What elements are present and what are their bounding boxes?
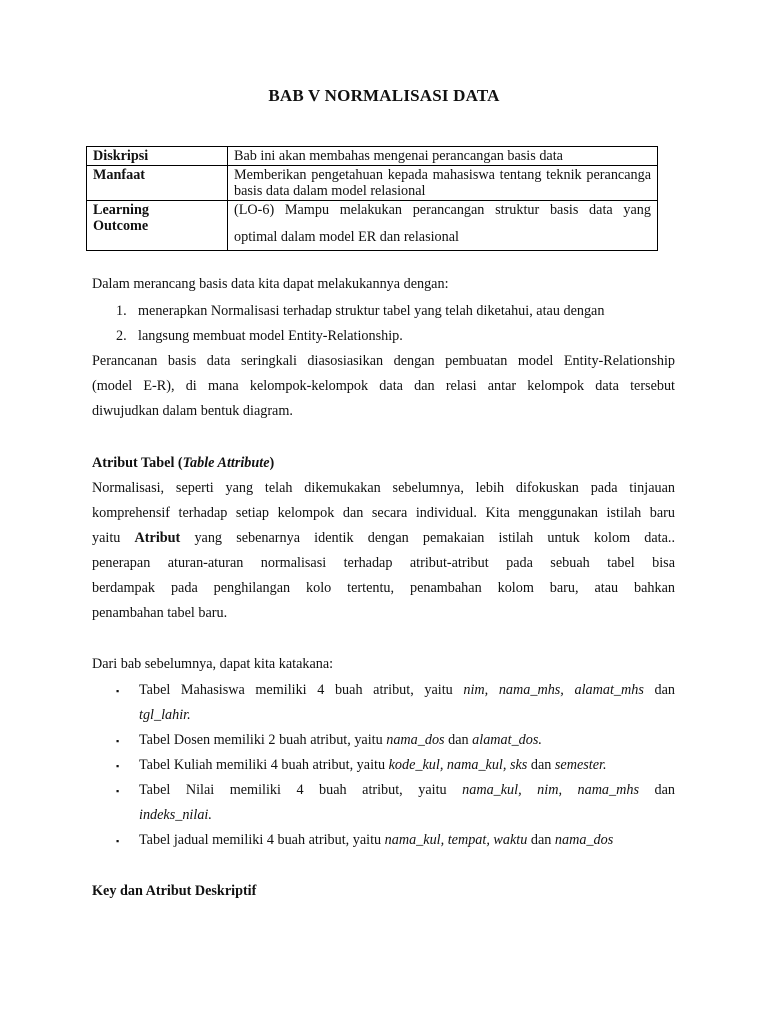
paragraph-line: (model E-R), di mana kelompok-kelompok data dan relasi antar kelompok data tersebut — [92, 378, 675, 394]
heading-text: ) — [269, 455, 275, 471]
list-text: menerapkan Normalisasi terhadap struktur tabel yang telah diketahui, atau dengan — [138, 303, 605, 319]
italic-text: nama_kul, nim, nama_mhs — [462, 782, 639, 798]
table-key — [87, 201, 228, 251]
list-text — [139, 782, 675, 799]
table-key: Diskripsi — [87, 147, 228, 166]
list-text — [139, 832, 675, 849]
paragraph-line: penambahan tabel baru. — [92, 605, 228, 621]
paragraph-line: Dari bab sebelumnya, dapat kita katakana: — [92, 656, 334, 672]
bullet-icon: ▪ — [116, 736, 120, 746]
list-item — [116, 303, 604, 320]
list-number: 1. — [116, 303, 127, 319]
table-value: Bab ini akan membahas mengenai perancangan basis data — [228, 147, 658, 166]
table-value-line: optimal dalam model ER dan relasional — [234, 229, 459, 245]
italic-text: semester. — [554, 757, 607, 773]
paragraph-line: penerapan aturan-aturan normalisasi terhadap atribut-atribut pada sebuah tabel bisa — [92, 555, 675, 571]
text: dan — [643, 682, 675, 698]
intro-text: Dalam merancang basis data kita dapat melakukannya dengan: — [92, 276, 449, 292]
table-value: Memberikan pengetahuan kepada mahasiswa tentang teknik perancanga basis data dalam model relasional — [228, 166, 658, 201]
heading-emphasis: Table Attribute — [182, 455, 270, 471]
text: Tabel Kuliah memiliki 4 buah atribut, yaitu — [139, 757, 389, 773]
italic-text: nama_dos — [386, 732, 445, 748]
italic-text: nama_kul, tempat, waktu — [384, 832, 528, 848]
table-row — [87, 166, 658, 201]
bullet-icon: ▪ — [116, 761, 120, 771]
table-key: Manfaat — [87, 166, 228, 201]
paragraph-line: Perancanan basis data seringkali diasosiasikan dengan pembuatan model Entity-Relationship — [92, 353, 675, 369]
paragraph-line: Normalisasi, seperti yang telah dikemukakan sebelumnya, lebih difokuskan pada tinjauan — [92, 480, 675, 496]
text: Tabel Dosen memiliki 2 buah atribut, yaitu — [139, 732, 387, 748]
text: yaitu — [92, 530, 135, 546]
bullet-icon: ▪ — [116, 836, 120, 846]
text: yang sebenarnya identik dengan pemakaian istilah untuk kolom data.. — [180, 530, 675, 546]
list-text — [139, 707, 675, 724]
text: dan — [527, 757, 555, 773]
page-title: BAB V NORMALISASI DATA — [268, 86, 500, 105]
text: Tabel jadual memiliki 4 buah atribut, yaitu — [139, 832, 385, 848]
table-key-line: Outcome — [93, 218, 149, 234]
list-text — [139, 732, 675, 749]
paragraph-line — [92, 530, 675, 547]
bullet-icon: ▪ — [116, 786, 120, 796]
paragraph-line: diwujudkan dalam bentuk diagram. — [92, 403, 293, 419]
table-row — [87, 201, 658, 251]
bullet-icon: ▪ — [116, 686, 120, 696]
list-text — [139, 757, 675, 774]
section-heading: Key dan Atribut Deskriptif — [92, 883, 257, 899]
table-value-line: (LO-6) Mampu melakukan perancangan struktur basis data yang — [234, 202, 651, 218]
text: dan — [527, 832, 555, 848]
list-text — [139, 807, 675, 824]
italic-text: nama_dos — [554, 832, 614, 848]
info-table — [86, 146, 658, 251]
table-value — [228, 201, 658, 251]
list-text: langsung membuat model Entity-Relationship. — [138, 328, 403, 344]
italic-text: nim, nama_mhs, alamat_mhs — [463, 682, 644, 698]
section-heading — [92, 455, 274, 472]
text: dan — [638, 782, 675, 798]
table-row — [87, 147, 658, 166]
italic-text: alamat_dos. — [472, 732, 542, 748]
list-number: 2. — [116, 328, 127, 344]
bold-term: Atribut — [134, 530, 181, 546]
italic-text: kode_kul, nama_kul, sks — [388, 757, 528, 773]
paragraph-line: berdampak pada penghilangan kolo tertentu, penambahan kolom baru, atau bahkan — [92, 580, 675, 596]
heading-text: Atribut Tabel ( — [92, 455, 183, 471]
list-text — [139, 682, 675, 699]
italic-text: tgl_lahir. — [139, 707, 191, 723]
italic-text: indeks_nilai. — [139, 807, 212, 823]
text: Tabel Mahasiswa memiliki 4 buah atribut, yaitu — [139, 682, 464, 698]
text: Tabel Nilai memiliki 4 buah atribut, yaitu — [139, 782, 463, 798]
text: dan — [444, 732, 473, 748]
table-key-line: Learning — [93, 202, 149, 218]
list-item — [116, 328, 403, 345]
paragraph-line: komprehensif terhadap setiap kelompok dan secara individual. Kita menggunakan istilah baru — [92, 505, 675, 521]
